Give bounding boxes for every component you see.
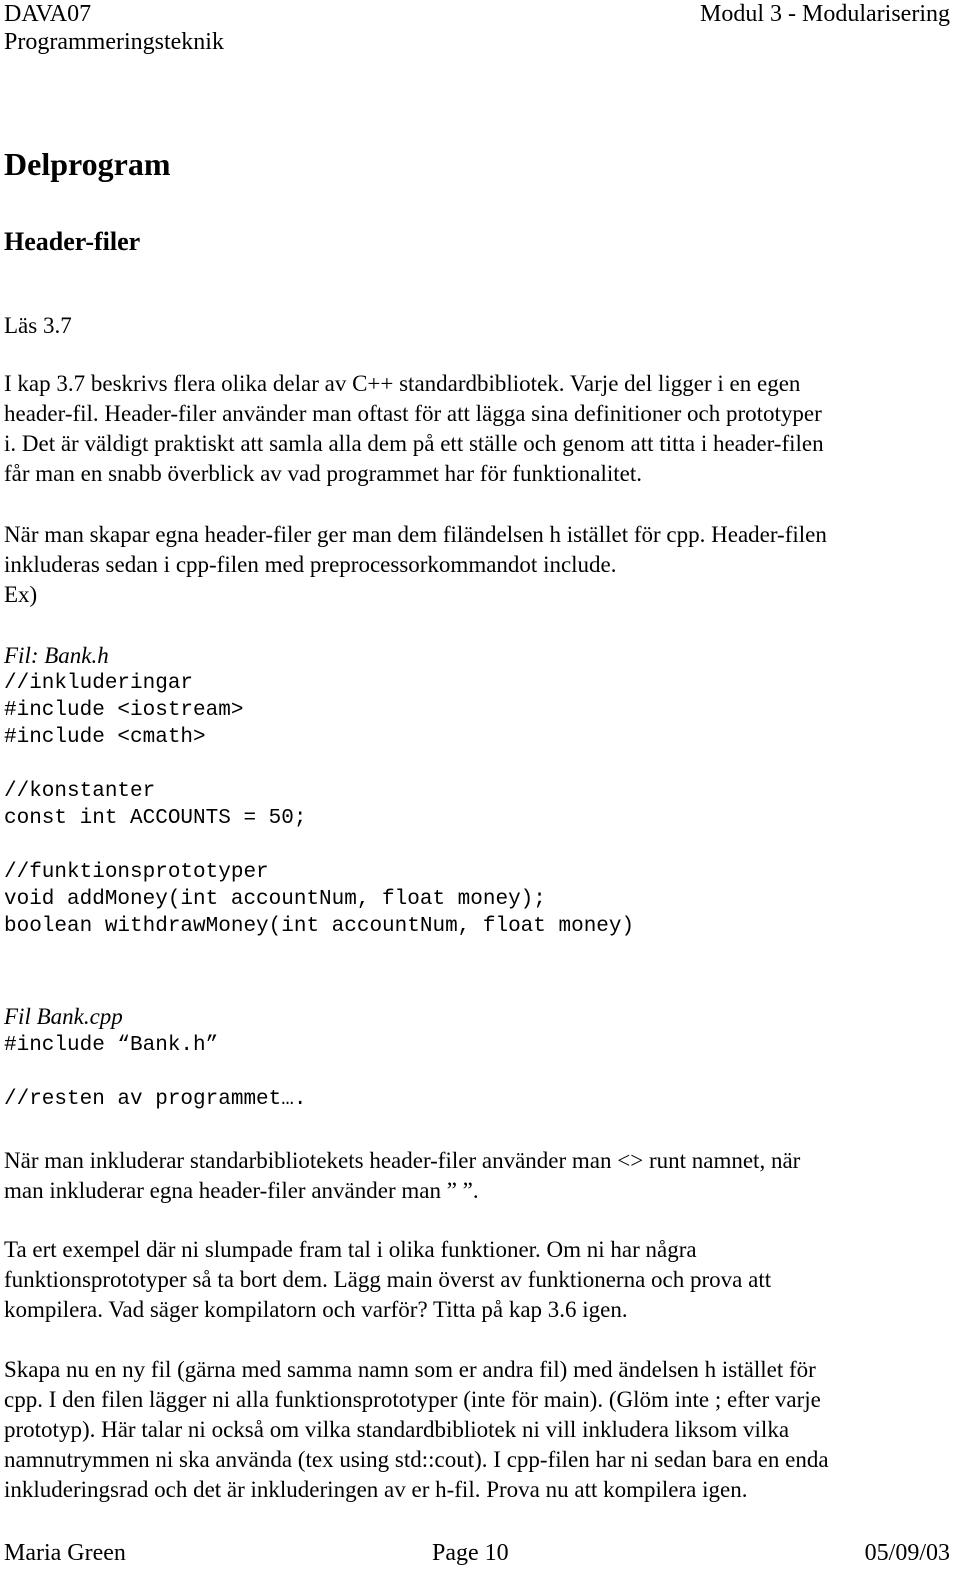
code-block-bank-h xyxy=(4,670,634,940)
code-line: #include “Bank.h” xyxy=(4,1034,219,1057)
code-line: const int ACCOUNTS = 50; xyxy=(4,807,307,830)
text-line: I kap 3.7 beskrivs flera olika delar av C++ standardbibliotek. Varje del ligger i en egen xyxy=(4,371,801,396)
header-subject: Programmeringsteknik xyxy=(4,29,224,55)
footer-author: Maria Green xyxy=(4,1540,126,1566)
section-title: Header-filer xyxy=(4,227,141,256)
page-title: Delprogram xyxy=(4,146,171,182)
read-reference: Läs 3.7 xyxy=(4,313,72,338)
text-line: namnutrymmen ni ska använda (tex using std::cout). I cpp-filen har ni sedan bara en enda xyxy=(4,1447,829,1472)
text-line: prototyp). Här talar ni också om vilka standardbibliotek ni vill inkludera liksom vilka xyxy=(4,1417,790,1442)
code-line: boolean withdrawMoney(int accountNum, float money) xyxy=(4,915,635,938)
text-line: inkluderingsrad och det är inkluderingen av er h-fil. Prova nu att kompilera igen. xyxy=(4,1477,748,1502)
text-line: i. Det är väldigt praktiskt att samla alla dem på ett ställe och genom att titta i header-filen xyxy=(4,431,824,456)
exercise-paragraph-2 xyxy=(4,1355,954,1505)
code-line: void addMoney(int accountNum, float money); xyxy=(4,888,546,911)
text-line: När man inkluderar standarbibliotekets header-filer använder man <> runt namnet, när xyxy=(4,1148,801,1173)
code-line: #include <iostream> xyxy=(4,699,244,722)
exercise-paragraph-1 xyxy=(4,1235,954,1325)
text-line: funktionsprototyper så ta bort dem. Lägg main överst av funktionerna och prova att xyxy=(4,1267,772,1292)
code-line xyxy=(4,1059,306,1086)
include-syntax-paragraph xyxy=(4,1146,954,1206)
header-course: DAVA07 xyxy=(4,1,92,27)
text-line: Skapa nu en ny fil (gärna med samma namn som er andra fil) med ändelsen h istället för xyxy=(4,1357,816,1382)
text-line: Ex) xyxy=(4,582,38,607)
file-label-bank-h: Fil: Bank.h xyxy=(4,643,109,668)
file-label-bank-cpp: Fil Bank.cpp xyxy=(4,1004,123,1029)
text-line: header-fil. Header-filer använder man oftast för att lägga sina definitioner och prototyper xyxy=(4,401,822,426)
code-block-bank-cpp xyxy=(4,1032,306,1113)
text-line: man inkluderar egna header-filer använder man ” ”. xyxy=(4,1178,479,1203)
code-line: //funktionsprototyper xyxy=(4,861,269,884)
text-line: kompilera. Vad säger kompilatorn och varför? Titta på kap 3.6 igen. xyxy=(4,1297,628,1322)
text-line: får man en snabb överblick av vad programmet har för funktionalitet. xyxy=(4,461,643,486)
code-line: //konstanter xyxy=(4,780,156,803)
text-line: inkluderas sedan i cpp-filen med preprocessorkommandot include. xyxy=(4,552,617,577)
code-line: //inkluderingar xyxy=(4,672,194,695)
header-module: Modul 3 - Modularisering xyxy=(700,1,950,27)
text-line: Ta ert exempel där ni slumpade fram tal i olika funktioner. Om ni har några xyxy=(4,1237,697,1262)
intro-paragraph xyxy=(4,369,954,489)
footer-date: 05/09/03 xyxy=(864,1540,950,1566)
code-line xyxy=(4,751,634,778)
code-line: #include <cmath> xyxy=(4,726,206,749)
code-line: //resten av programmet…. xyxy=(4,1088,307,1111)
text-line: cpp. I den filen lägger ni alla funktionsprototyper (inte för main). (Glöm inte ; efter varje xyxy=(4,1387,821,1412)
text-line: När man skapar egna header-filer ger man dem filändelsen h istället för cpp. Header-filen xyxy=(4,522,827,547)
code-line xyxy=(4,832,634,859)
header-file-paragraph xyxy=(4,520,954,610)
footer-page-number: Page 10 xyxy=(432,1540,509,1566)
